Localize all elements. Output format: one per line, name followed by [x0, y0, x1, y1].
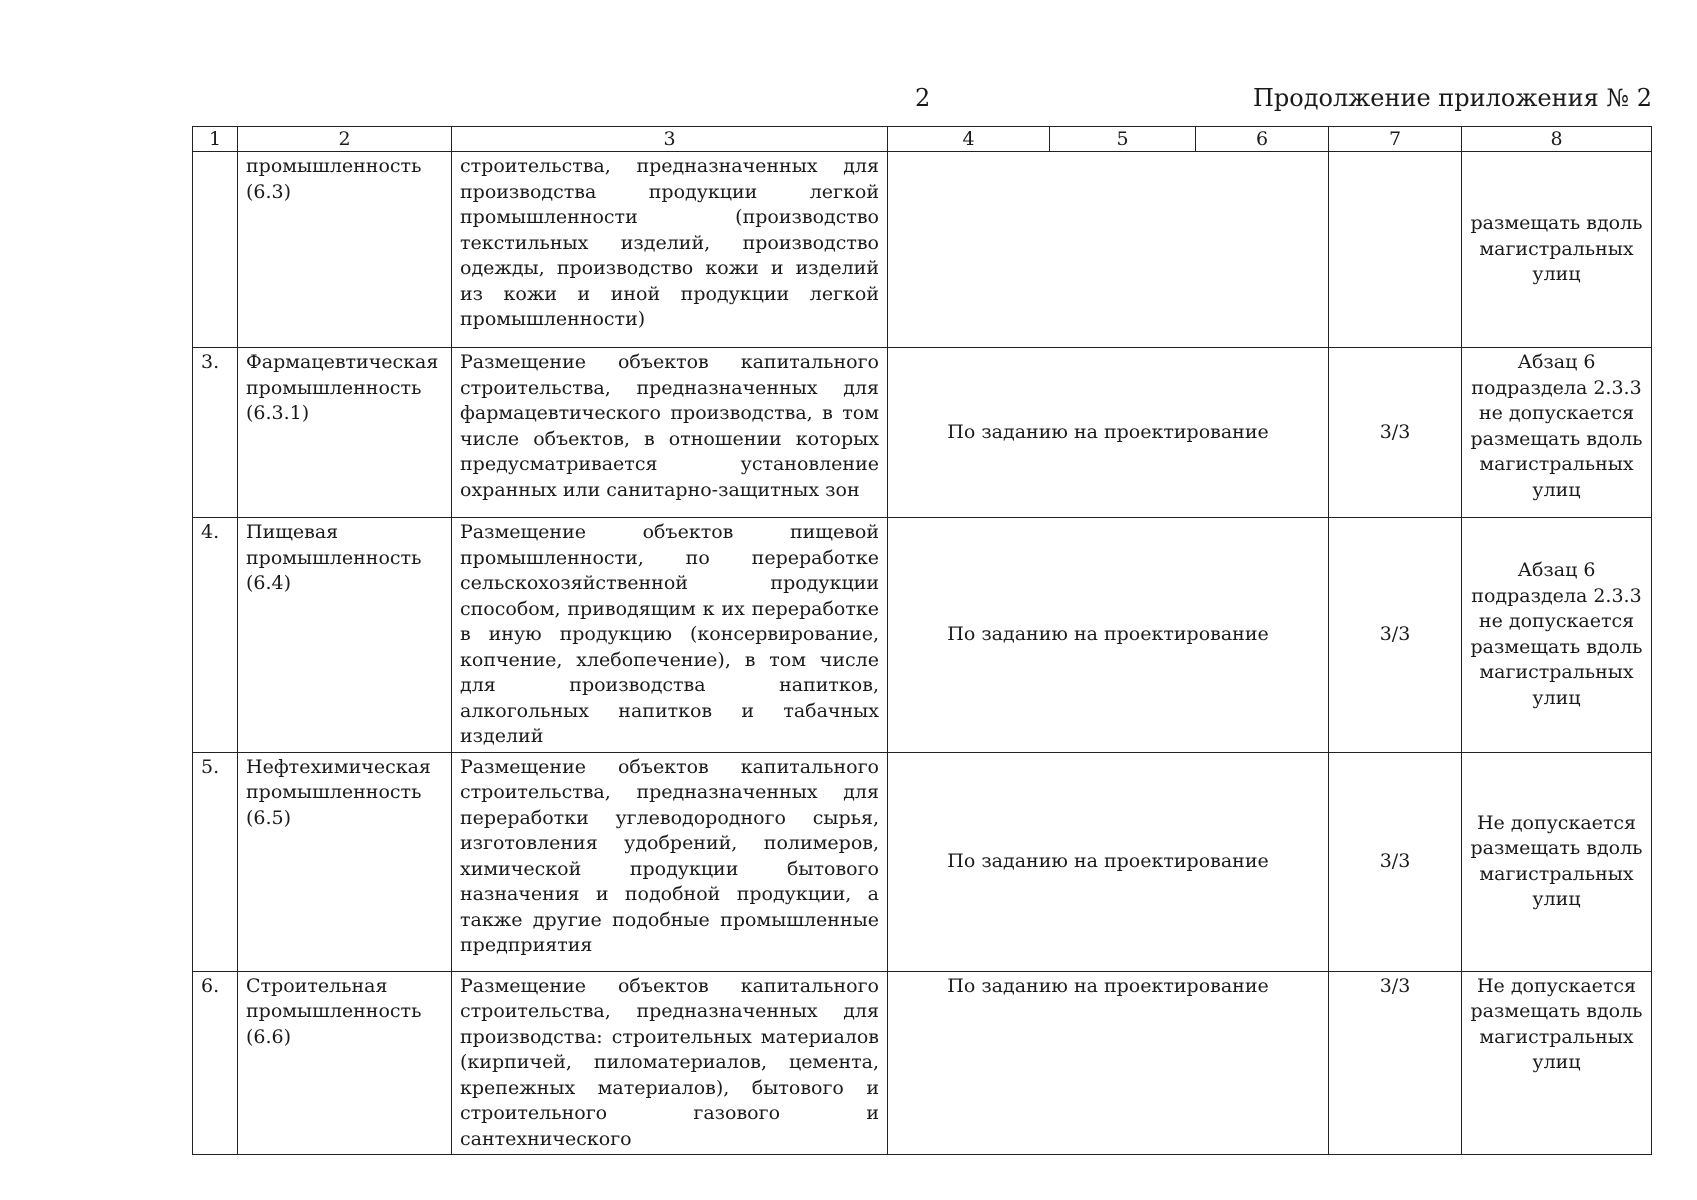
row-number: 4.: [193, 518, 238, 753]
column-header: 5: [1050, 127, 1196, 152]
row-number: 6.: [193, 971, 238, 1155]
column-7-value: 3/3: [1329, 752, 1462, 971]
table-row: [193, 971, 1652, 1155]
land-use-description: строительства, предназначенных для производства продукции легкой промышленности (производство текстильных изделий, производство одежды, производство кожи и изделий из кожи и иной продукции легкой промышленности): [452, 152, 888, 348]
column-7-value: 3/3: [1329, 518, 1462, 753]
restrictions-note: размещать вдоль магистральных улиц: [1462, 152, 1652, 348]
page-number: 2: [915, 84, 931, 112]
table-row: [193, 518, 1652, 753]
table-row: [193, 348, 1652, 518]
column-7-value: 3/3: [1329, 348, 1462, 518]
continuation-heading: Продолжение приложения № 2: [1252, 84, 1652, 112]
restrictions-note: Не допускается размещать вдоль магистральных улиц: [1462, 752, 1652, 971]
land-use-name: Фармацевтическая промышленность (6.3.1): [238, 348, 452, 518]
parameters-cell: По заданию на проектирование: [888, 348, 1329, 518]
column-header: 2: [238, 127, 452, 152]
land-use-description: Размещение объектов капитального строительства, предназначенных для фармацевтического производства, в том числе объектов, в отношении которых предусматривается установление охранных или санитарно-защитных зон: [452, 348, 888, 518]
parameters-cell: По заданию на проектирование: [888, 518, 1329, 753]
column-header: 1: [193, 127, 238, 152]
restrictions-note: Абзац 6 подраздела 2.3.3 не допускается размещать вдоль магистральных улиц: [1462, 348, 1652, 518]
parameters-cell: По заданию на проектирование: [888, 752, 1329, 971]
land-use-name: Строительная промышленность (6.6): [238, 971, 452, 1155]
restrictions-note: Не допускается размещать вдоль магистральных улиц: [1462, 971, 1652, 1155]
regulations-table: [192, 126, 1652, 1155]
row-number: 3.: [193, 348, 238, 518]
row-number: 5.: [193, 752, 238, 971]
land-use-description: Размещение объектов капитального строительства, предназначенных для производства: строительных материалов (кирпичей, пиломатериалов, цемента, крепежных материалов), бытового и строительного газового и сантехнического: [452, 971, 888, 1155]
column-7-value: 3/3: [1329, 971, 1462, 1155]
land-use-description: Размещение объектов пищевой промышленности, по переработке сельскохозяйственной продукции способом, приводящим к их переработке в иную продукцию (консервирование, копчение, хлебопечение), в том числе для производства напитков, алкогольных напитков и табачных изделий: [452, 518, 888, 753]
parameters-cell: [888, 152, 1329, 348]
land-use-description: Размещение объектов капитального строительства, предназначенных для переработки углеводородного сырья, изготовления удобрений, полимеров, химической продукции бытового назначения и подобной продукции, а также другие подобные промышленные предприятия: [452, 752, 888, 971]
table-row: [193, 152, 1652, 348]
land-use-name: промышленность (6.3): [238, 152, 452, 348]
column-header: 3: [452, 127, 888, 152]
parameters-cell: По заданию на проектирование: [888, 971, 1329, 1155]
table-row: [193, 752, 1652, 971]
column-7-value: [1329, 152, 1462, 348]
column-header: 7: [1329, 127, 1462, 152]
column-number-row: [193, 127, 1652, 152]
land-use-name: Пищевая промышленность (6.4): [238, 518, 452, 753]
restrictions-note: Абзац 6 подраздела 2.3.3 не допускается размещать вдоль магистральных улиц: [1462, 518, 1652, 753]
column-header: 6: [1196, 127, 1329, 152]
column-header: 4: [888, 127, 1050, 152]
land-use-name: Нефтехимическая промышленность (6.5): [238, 752, 452, 971]
column-header: 8: [1462, 127, 1652, 152]
row-number: [193, 152, 238, 348]
